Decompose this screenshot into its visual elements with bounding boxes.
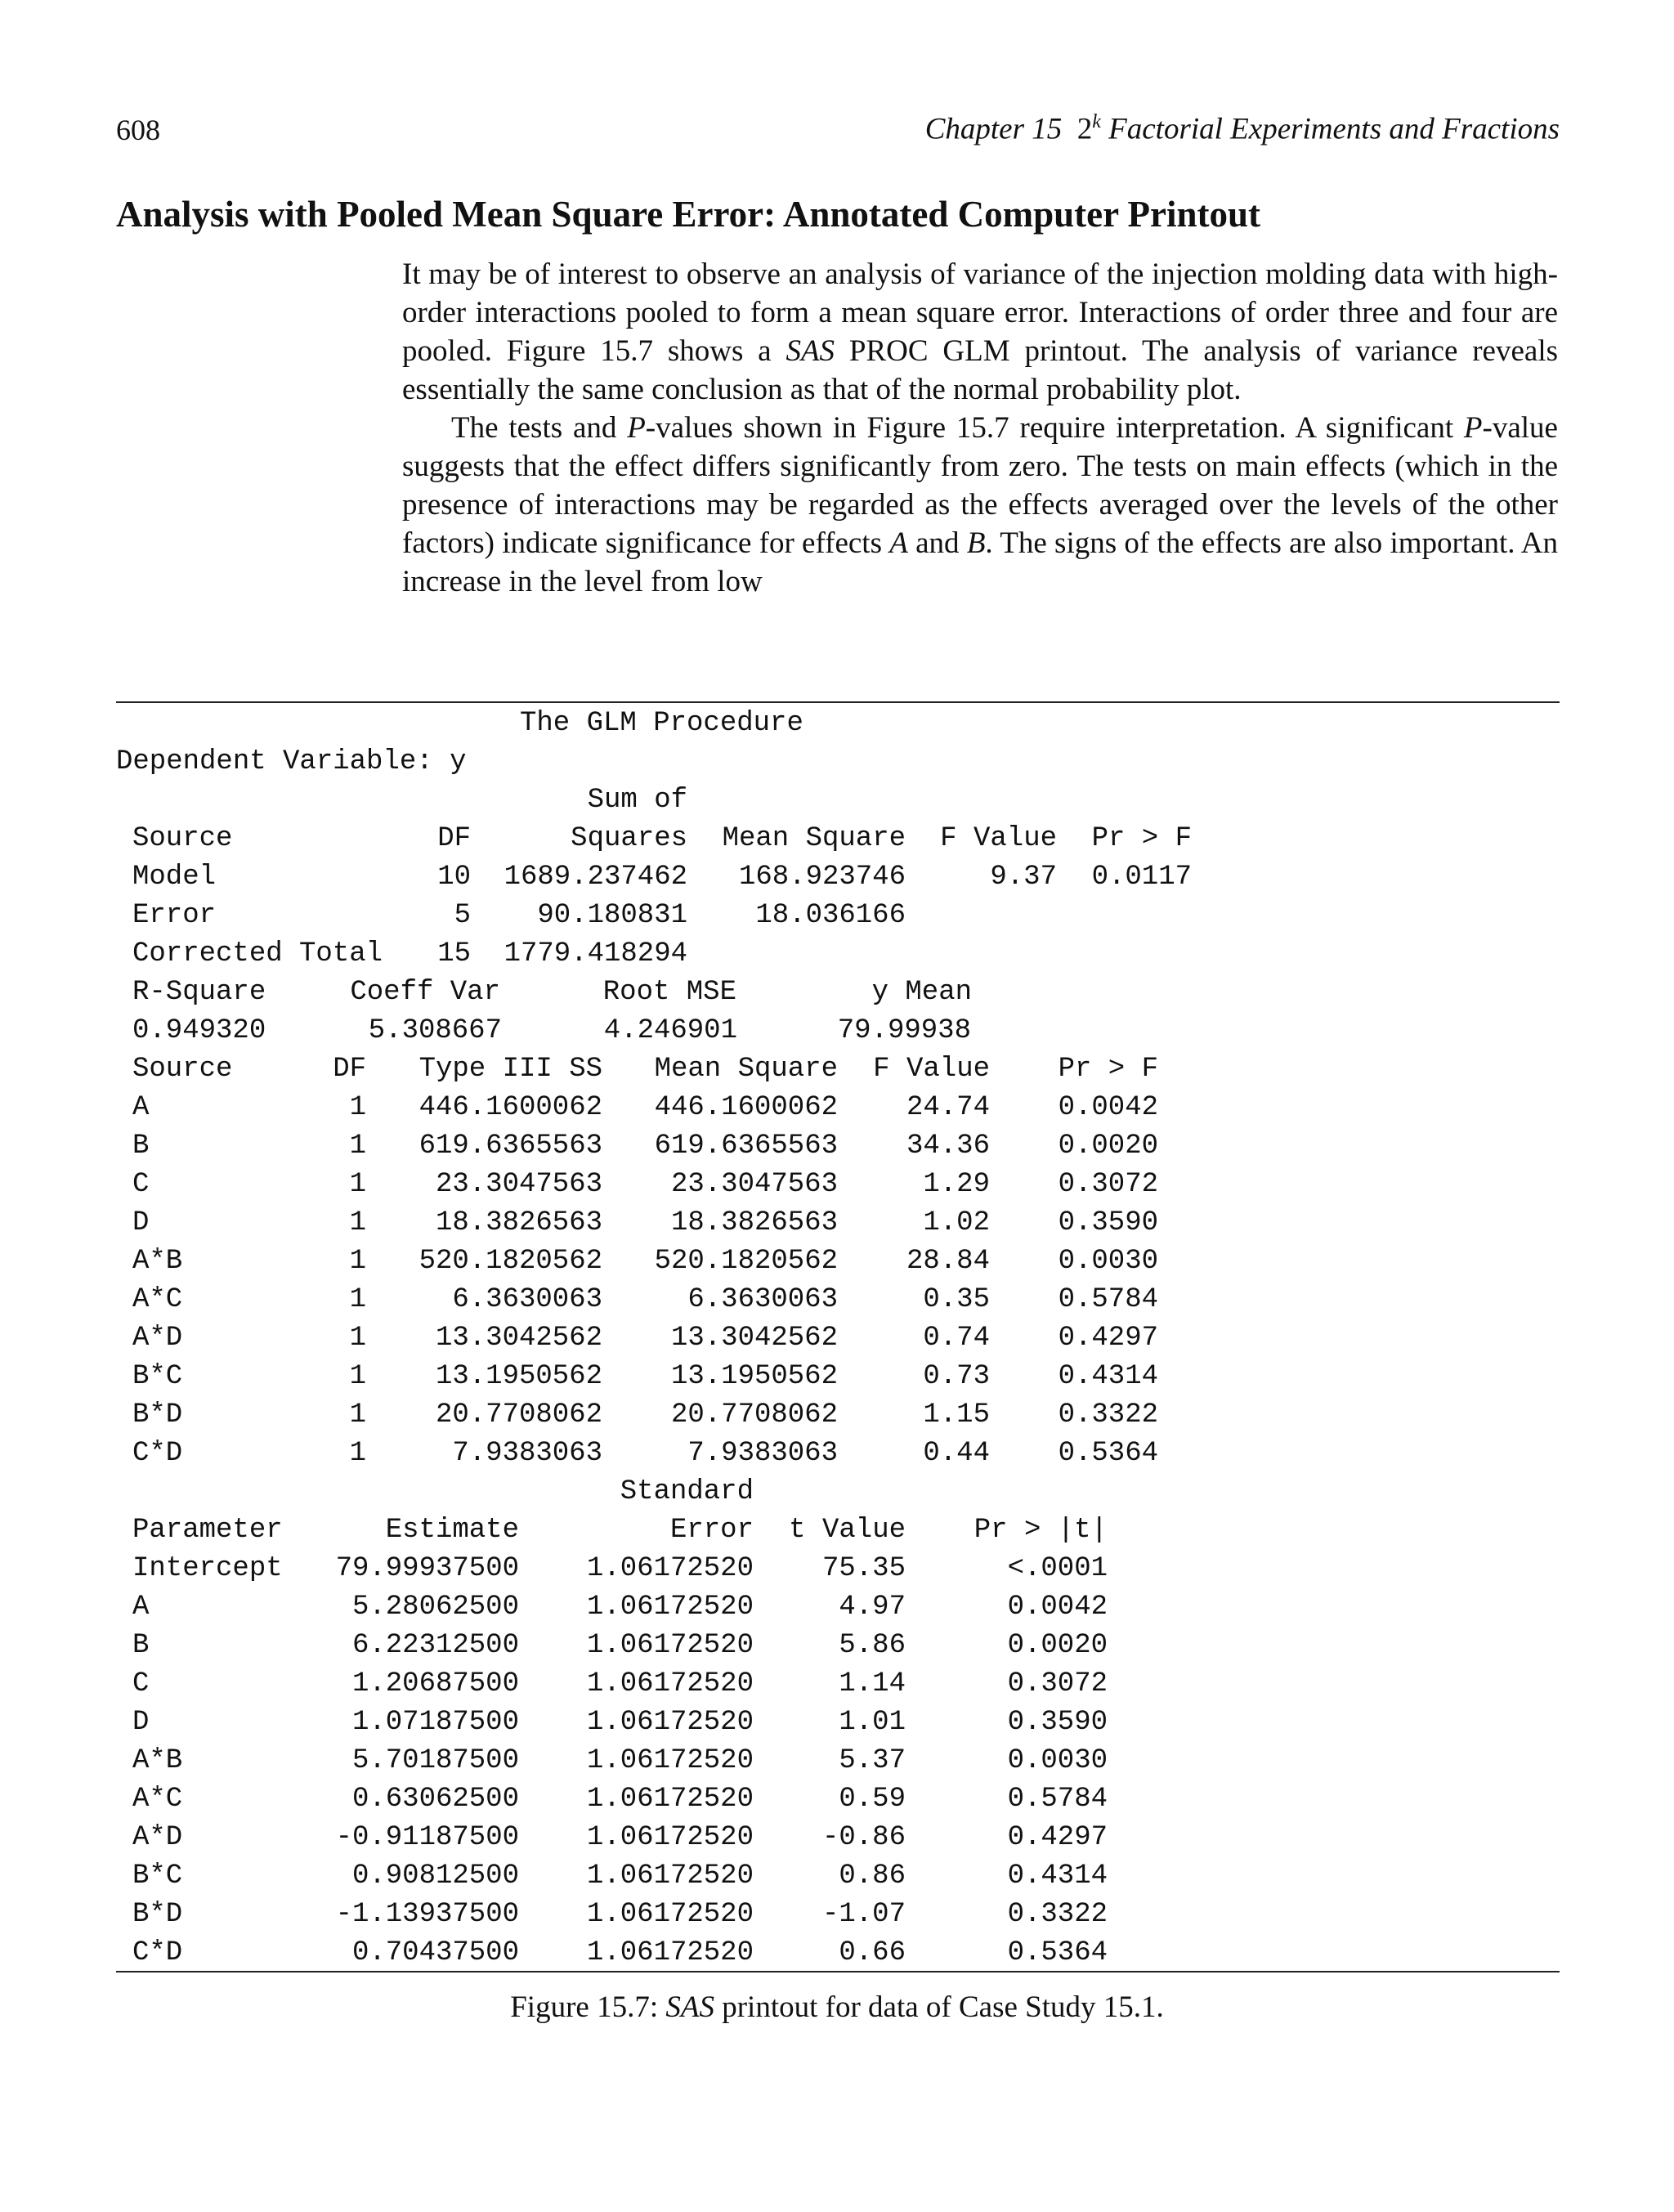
type3-cell: 0.4297	[1058, 1323, 1158, 1354]
body-text	[402, 255, 1558, 601]
type3-cell: B*D	[132, 1399, 183, 1431]
type3-row	[116, 1243, 1560, 1281]
section-heading: Analysis with Pooled Mean Square Error: Annotated Computer Printout	[116, 194, 1261, 235]
params-cell: 79.99937500	[335, 1553, 519, 1584]
type3-row	[116, 1281, 1560, 1319]
type3-cell: 1	[349, 1207, 366, 1238]
anova-col-header: DF	[437, 823, 471, 854]
type3-cell: A*B	[132, 1246, 183, 1277]
type3-cell: 18.3826563	[435, 1207, 602, 1238]
anova-col-header: Source	[132, 823, 233, 854]
type3-cell: 13.1950562	[670, 1361, 838, 1392]
fit-stat-value: 79.99938	[837, 1015, 971, 1046]
params-cell: 0.3322	[1007, 1899, 1108, 1930]
anova-row	[116, 858, 1560, 897]
params-cell: 0.0042	[1007, 1592, 1108, 1623]
type3-cell: B*C	[132, 1361, 183, 1392]
type3-cell: 0.3322	[1058, 1399, 1158, 1431]
params-row	[116, 1934, 1560, 1972]
params-cell: 1.06172520	[586, 1899, 754, 1930]
type3-row	[116, 1166, 1560, 1204]
type3-cell: D	[132, 1207, 150, 1238]
type3-cell: 0.0042	[1058, 1092, 1158, 1123]
params-col-header: t Value	[789, 1515, 906, 1546]
type3-cell: 13.3042562	[670, 1323, 838, 1354]
params-cell: 1.06172520	[586, 1668, 754, 1699]
chapter-exponent: k	[1092, 111, 1101, 132]
type3-cell: A	[132, 1092, 150, 1123]
type3-cell: 1	[349, 1323, 366, 1354]
type3-cell: 28.84	[906, 1246, 990, 1277]
type3-cell: 619.6365563	[654, 1131, 838, 1162]
anova-col-header: Squares	[571, 823, 687, 854]
params-cell: 0.0030	[1007, 1745, 1108, 1776]
type3-row	[116, 1089, 1560, 1127]
type3-col-header: Source	[132, 1054, 233, 1085]
type3-cell: 1	[349, 1246, 366, 1277]
params-row	[116, 1704, 1560, 1742]
params-cell: 1.06172520	[586, 1784, 754, 1815]
params-cell: 1.06172520	[586, 1592, 754, 1623]
params-cell: 0.63062500	[351, 1784, 519, 1815]
params-header-standard: Standard	[620, 1476, 754, 1507]
params-cell: B*D	[132, 1899, 183, 1930]
params-col-header: Pr > |t|	[974, 1515, 1108, 1546]
printout-top-rule	[116, 701, 1560, 703]
type3-cell: 0.0030	[1058, 1246, 1158, 1277]
fit-stat-value: 5.308667	[368, 1015, 502, 1046]
params-row	[116, 1627, 1560, 1665]
anova-cell: 1779.418294	[504, 938, 687, 969]
params-cell: <.0001	[1007, 1553, 1108, 1584]
params-cell: A*B	[132, 1745, 183, 1776]
params-cell: -1.07	[821, 1899, 906, 1930]
type3-row	[116, 1204, 1560, 1243]
type3-cell: 0.44	[923, 1438, 990, 1469]
params-cell: 6.22312500	[351, 1630, 519, 1661]
page-number: 608	[116, 114, 160, 146]
params-header-top-line	[116, 1473, 1560, 1511]
params-cell: C	[132, 1668, 150, 1699]
type3-row	[116, 1435, 1560, 1473]
type3-cell: 0.35	[923, 1284, 990, 1315]
params-cell: 0.5364	[1007, 1937, 1108, 1968]
params-cell: 4.97	[839, 1592, 906, 1623]
fit-stat-header: y Mean	[871, 977, 972, 1008]
type3-cell: 23.3047563	[670, 1169, 838, 1200]
paragraph-2	[402, 409, 1558, 601]
anova-header-line	[116, 820, 1560, 858]
anova-header-top-line	[116, 781, 1560, 820]
type3-row	[116, 1358, 1560, 1396]
type3-cell: 0.0020	[1058, 1131, 1158, 1162]
figure-caption	[0, 1990, 1674, 2025]
chapter-base: 2	[1076, 112, 1093, 146]
params-cell: 1.01	[839, 1707, 906, 1738]
params-row	[116, 1550, 1560, 1588]
type3-cell: 34.36	[906, 1131, 990, 1162]
anova-col-header: Pr > F	[1091, 823, 1192, 854]
params-cell: 1.06172520	[586, 1745, 754, 1776]
caption-text: printout for data of Case Study 15.1.	[714, 1990, 1164, 2024]
params-cell: Intercept	[132, 1553, 283, 1584]
params-cell: -0.86	[821, 1822, 906, 1853]
anova-cell: 1689.237462	[504, 862, 687, 893]
params-cell: 5.28062500	[351, 1592, 519, 1623]
anova-row	[116, 935, 1560, 974]
fit-stat-value: 4.246901	[603, 1015, 737, 1046]
type3-cell: 0.74	[923, 1323, 990, 1354]
params-cell: 1.07187500	[351, 1707, 519, 1738]
params-cell: 1.06172520	[586, 1822, 754, 1853]
params-cell: C*D	[132, 1937, 183, 1968]
glm-title-line	[116, 705, 1560, 743]
type3-cell: 619.6365563	[418, 1131, 602, 1162]
p2-effect-a: A	[889, 526, 908, 560]
params-cell: 0.86	[839, 1860, 906, 1892]
type3-cell: 1	[349, 1169, 366, 1200]
p1-sas: SAS	[786, 334, 835, 368]
type3-cell: 0.5784	[1058, 1284, 1158, 1315]
params-row	[116, 1742, 1560, 1780]
params-row	[116, 1588, 1560, 1627]
type3-cell: 0.3590	[1058, 1207, 1158, 1238]
params-cell: 0.4314	[1007, 1860, 1108, 1892]
dependent-variable-line	[116, 743, 1560, 781]
params-cell: 5.70187500	[351, 1745, 519, 1776]
params-cell: 0.70437500	[351, 1937, 519, 1968]
type3-cell: 1.29	[923, 1169, 990, 1200]
type3-cell: 1.02	[923, 1207, 990, 1238]
type3-cell: C	[132, 1169, 150, 1200]
p2-text-b: -values shown in Figure 15.7 require interpretation. A significant	[645, 411, 1464, 445]
type3-cell: 1	[349, 1131, 366, 1162]
type3-cell: 1	[349, 1438, 366, 1469]
anova-cell: 10	[437, 862, 471, 893]
params-cell: 1.06172520	[586, 1860, 754, 1892]
params-header-line	[116, 1511, 1560, 1550]
type3-cell: C*D	[132, 1438, 183, 1469]
params-col-header: Error	[669, 1515, 754, 1546]
params-cell: 0.4297	[1007, 1822, 1108, 1853]
params-row	[116, 1780, 1560, 1819]
params-cell: 75.35	[821, 1553, 906, 1584]
type3-header-line	[116, 1050, 1560, 1089]
type3-cell: 7.9383063	[452, 1438, 602, 1469]
params-cell: 0.90812500	[351, 1860, 519, 1892]
fit-stat-header: Coeff Var	[350, 977, 500, 1008]
fit-stat-header: R-Square	[132, 977, 266, 1008]
type3-cell: 446.1600062	[654, 1092, 838, 1123]
anova-cell: Error	[132, 900, 217, 931]
p2-effect-b: B	[966, 526, 986, 560]
params-cell: B	[132, 1630, 150, 1661]
type3-col-header: F Value	[873, 1054, 990, 1085]
p2-text-c: -value suggests that the effect differs significantly from zero. The tests on main effects (which in the presence of interactions may be regarded as the effects averaged over the levels of the other factors) indicate significance for effects	[402, 411, 1558, 560]
params-cell: A	[132, 1592, 150, 1623]
type3-cell: 13.1950562	[435, 1361, 602, 1392]
fit-stat-value: 0.949320	[132, 1015, 266, 1046]
p2-p-symbol-2: P	[1463, 411, 1483, 445]
anova-cell: Model	[132, 862, 217, 893]
type3-cell: A*C	[132, 1284, 183, 1315]
type3-cell: 0.5364	[1058, 1438, 1158, 1469]
type3-cell: 20.7708062	[435, 1399, 602, 1431]
fit-stat-header: Root MSE	[602, 977, 736, 1008]
params-row	[116, 1857, 1560, 1896]
chapter-title: Factorial Experiments and Fractions	[1108, 112, 1560, 146]
params-cell: 1.06172520	[586, 1707, 754, 1738]
params-cell: 5.86	[839, 1630, 906, 1661]
dependent-variable-label: Dependent Variable: y	[116, 746, 467, 777]
type3-cell: B	[132, 1131, 150, 1162]
type3-cell: 13.3042562	[435, 1323, 602, 1354]
params-row	[116, 1896, 1560, 1934]
params-cell: 0.3072	[1007, 1668, 1108, 1699]
p2-text-d: and	[907, 526, 967, 560]
type3-cell: 24.74	[906, 1092, 990, 1123]
params-cell: 0.3590	[1007, 1707, 1108, 1738]
type3-cell: 7.9383063	[687, 1438, 838, 1469]
type3-row	[116, 1127, 1560, 1166]
paragraph-1	[402, 255, 1558, 409]
type3-cell: 0.3072	[1058, 1169, 1158, 1200]
type3-cell: 520.1820562	[418, 1246, 602, 1277]
type3-cell: 520.1820562	[654, 1246, 838, 1277]
type3-col-header: DF	[333, 1054, 366, 1085]
glm-procedure-title: The GLM Procedure	[520, 708, 803, 739]
params-cell: 1.06172520	[586, 1553, 754, 1584]
params-cell: 1.06172520	[586, 1937, 754, 1968]
anova-cell: 5	[454, 900, 471, 931]
p1-text-b: PROC GLM printout. The analysis of variance reveals essentially the same conclusion as that of the normal probability plot.	[402, 334, 1558, 406]
anova-col-header: Mean Square	[722, 823, 906, 854]
params-cell: A*C	[132, 1784, 183, 1815]
type3-cell: 18.3826563	[670, 1207, 838, 1238]
params-cell: 1.20687500	[351, 1668, 519, 1699]
params-cell: 0.5784	[1007, 1784, 1108, 1815]
type3-cell: 0.4314	[1058, 1361, 1158, 1392]
type3-cell: A*D	[132, 1323, 183, 1354]
params-cell: 0.59	[839, 1784, 906, 1815]
params-cell: 0.66	[839, 1937, 906, 1968]
printout-bottom-rule	[116, 1971, 1560, 1972]
chapter-label: Chapter 15	[924, 112, 1063, 146]
anova-cell: 18.036166	[755, 900, 906, 931]
anova-cell: 168.923746	[738, 862, 906, 893]
params-cell: -0.91187500	[335, 1822, 519, 1853]
anova-col-header: F Value	[940, 823, 1057, 854]
p1-text-a: It may be of interest to observe an analysis of variance of the injection molding data with high-order interactions pooled to form a mean square error. Interactions of order three and four are pooled. Figure 15.7 shows a	[402, 257, 1558, 368]
fit-header-line	[116, 974, 1560, 1012]
params-cell: A*D	[132, 1822, 183, 1853]
type3-cell: 1	[349, 1361, 366, 1392]
params-cell: 1.06172520	[586, 1630, 754, 1661]
running-head	[925, 111, 1560, 146]
type3-cell: 20.7708062	[670, 1399, 838, 1431]
type3-cell: 446.1600062	[418, 1092, 602, 1123]
params-cell: D	[132, 1707, 150, 1738]
type3-cell: 6.3630063	[452, 1284, 602, 1315]
anova-cell: 9.37	[990, 862, 1057, 893]
params-row	[116, 1665, 1560, 1704]
type3-row	[116, 1319, 1560, 1358]
params-cell: B*C	[132, 1860, 183, 1892]
anova-row	[116, 897, 1560, 935]
p2-text-e: . The signs of the effects are also important. An increase in the level from low	[402, 526, 1558, 598]
params-col-header: Estimate	[385, 1515, 519, 1546]
params-col-header: Parameter	[132, 1515, 283, 1546]
params-row	[116, 1819, 1560, 1857]
type3-cell: 6.3630063	[687, 1284, 838, 1315]
p2-text-a: The tests and	[451, 411, 628, 445]
fit-values-line	[116, 1012, 1560, 1050]
params-cell: -1.13937500	[335, 1899, 519, 1930]
type3-cell: 1	[349, 1284, 366, 1315]
type3-cell: 23.3047563	[435, 1169, 602, 1200]
type3-row	[116, 1396, 1560, 1435]
type3-cell: 1	[349, 1092, 366, 1123]
caption-sas: SAS	[665, 1990, 714, 2024]
anova-cell: 90.180831	[537, 900, 687, 931]
anova-cell: 15	[437, 938, 471, 969]
type3-col-header: Type III SS	[418, 1054, 602, 1085]
anova-cell: Corrected Total	[132, 938, 383, 969]
anova-cell: 0.0117	[1091, 862, 1192, 893]
anova-header-sum-of: Sum of	[587, 785, 687, 816]
params-cell: 0.0020	[1007, 1630, 1108, 1661]
p2-p-symbol-1: P	[627, 411, 646, 445]
type3-cell: 0.73	[923, 1361, 990, 1392]
type3-cell: 1	[349, 1399, 366, 1431]
params-cell: 5.37	[839, 1745, 906, 1776]
type3-col-header: Pr > F	[1058, 1054, 1158, 1085]
caption-label: Figure 15.7:	[510, 1990, 666, 2024]
type3-col-header: Mean Square	[654, 1054, 838, 1085]
params-cell: 1.14	[839, 1668, 906, 1699]
type3-cell: 1.15	[923, 1399, 990, 1431]
